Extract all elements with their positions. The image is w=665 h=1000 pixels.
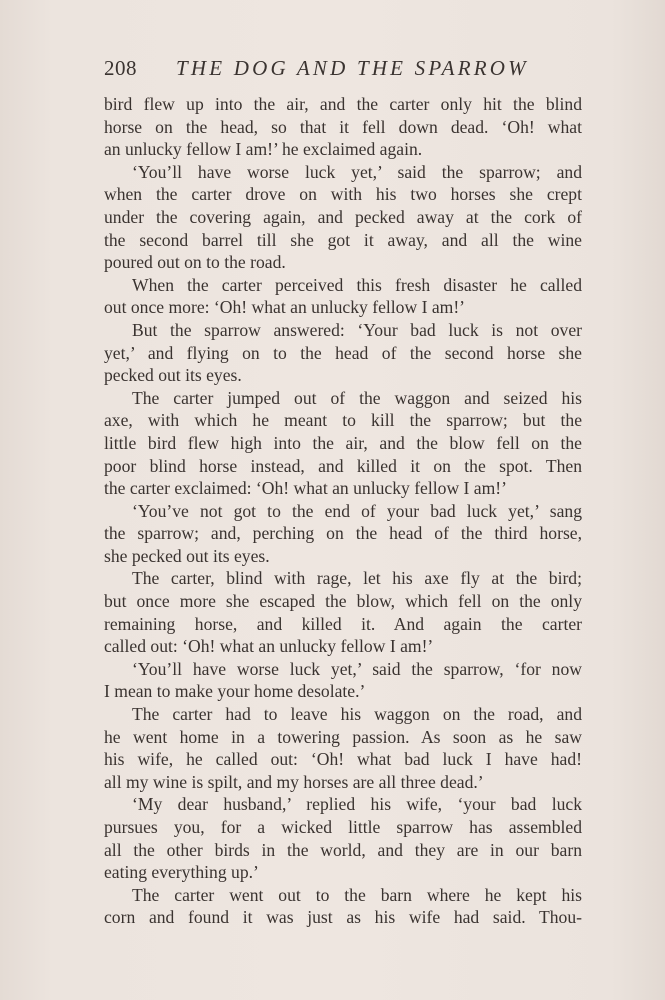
text-line: called out: ‘Oh! what an unlucky fellow I am!’ bbox=[104, 636, 434, 657]
text-line: he went home in a towering passion. As soon as he saw bbox=[104, 726, 582, 747]
text-line: ‘You’ll have worse luck yet,’ said the sparrow; and bbox=[132, 161, 582, 182]
page-header bbox=[104, 56, 584, 86]
text-line: poor blind horse instead, and killed it on the spot. Then bbox=[104, 455, 582, 476]
text-line: bird flew up into the air, and the carter only hit the blind bbox=[104, 94, 582, 114]
text-line: yet,’ and flying on to the head of the second horse she bbox=[104, 342, 582, 363]
text-line: all the other birds in the world, and they are in our barn bbox=[104, 839, 582, 860]
text-line: the carter exclaimed: ‘Oh! what an unlucky fellow I am!’ bbox=[104, 478, 508, 499]
text-line: an unlucky fellow I am!’ he exclaimed again. bbox=[104, 139, 423, 160]
text-line: corn and found it was just as his wife had said. Thou- bbox=[104, 907, 582, 928]
text-line: ‘You’ve not got to the end of your bad luck yet,’ sang bbox=[132, 500, 582, 521]
text-line: the sparrow; and, perching on the head of the third horse, bbox=[104, 523, 582, 544]
text-line: axe, with which he meant to kill the sparrow; but the bbox=[104, 410, 582, 431]
text-line: his wife, he called out: ‘Oh! what bad luck I have had! bbox=[104, 749, 582, 770]
text-line: when the carter drove on with his two horses she crept bbox=[104, 184, 582, 205]
text-line: horse on the head, so that it fell down dead. ‘Oh! what bbox=[104, 116, 582, 137]
text-line: ‘You’ll have worse luck yet,’ said the sparrow, ‘for now bbox=[132, 658, 582, 679]
text-line: pecked out its eyes. bbox=[104, 365, 242, 386]
text-line: The carter went out to the barn where he kept his bbox=[132, 884, 582, 905]
page-number: 208 bbox=[104, 56, 137, 80]
text-line: But the sparrow answered: ‘Your bad luck is not over bbox=[132, 319, 582, 340]
text-line: The carter had to leave his waggon on the road, and bbox=[132, 704, 582, 725]
text-line: the second barrel till she got it away, and all the wine bbox=[104, 229, 582, 250]
text-line: ‘My dear husband,’ replied his wife, ‘your bad luck bbox=[132, 794, 582, 815]
text-line: out once more: ‘Oh! what an unlucky fellow I am!’ bbox=[104, 297, 466, 318]
text-line: The carter jumped out of the waggon and seized his bbox=[132, 387, 582, 408]
text-line: she pecked out its eyes. bbox=[104, 545, 270, 566]
text-line: The carter, blind with rage, let his axe fly at the bird; bbox=[132, 568, 582, 589]
text-line: but once more she escaped the blow, which fell on the only bbox=[104, 591, 582, 612]
text-line: poured out on to the road. bbox=[104, 252, 286, 273]
text-line: under the covering again, and pecked away at the cork of bbox=[104, 206, 582, 227]
text-line: pursues you, for a wicked little sparrow has assembled bbox=[104, 817, 582, 837]
text-line: eating everything up.’ bbox=[104, 862, 259, 883]
body-text bbox=[104, 93, 582, 929]
text-line: little bird flew high into the air, and the blow fell on the bbox=[104, 432, 582, 453]
text-line: remaining horse, and killed it. And again the carter bbox=[104, 613, 582, 634]
text-line: When the carter perceived this fresh disaster he called bbox=[132, 274, 582, 295]
text-line: all my wine is spilt, and my horses are all three dead.’ bbox=[104, 771, 484, 792]
text-line: I mean to make your home desolate.’ bbox=[104, 681, 366, 702]
running-title: THE DOG AND THE SPARROW bbox=[176, 56, 529, 80]
